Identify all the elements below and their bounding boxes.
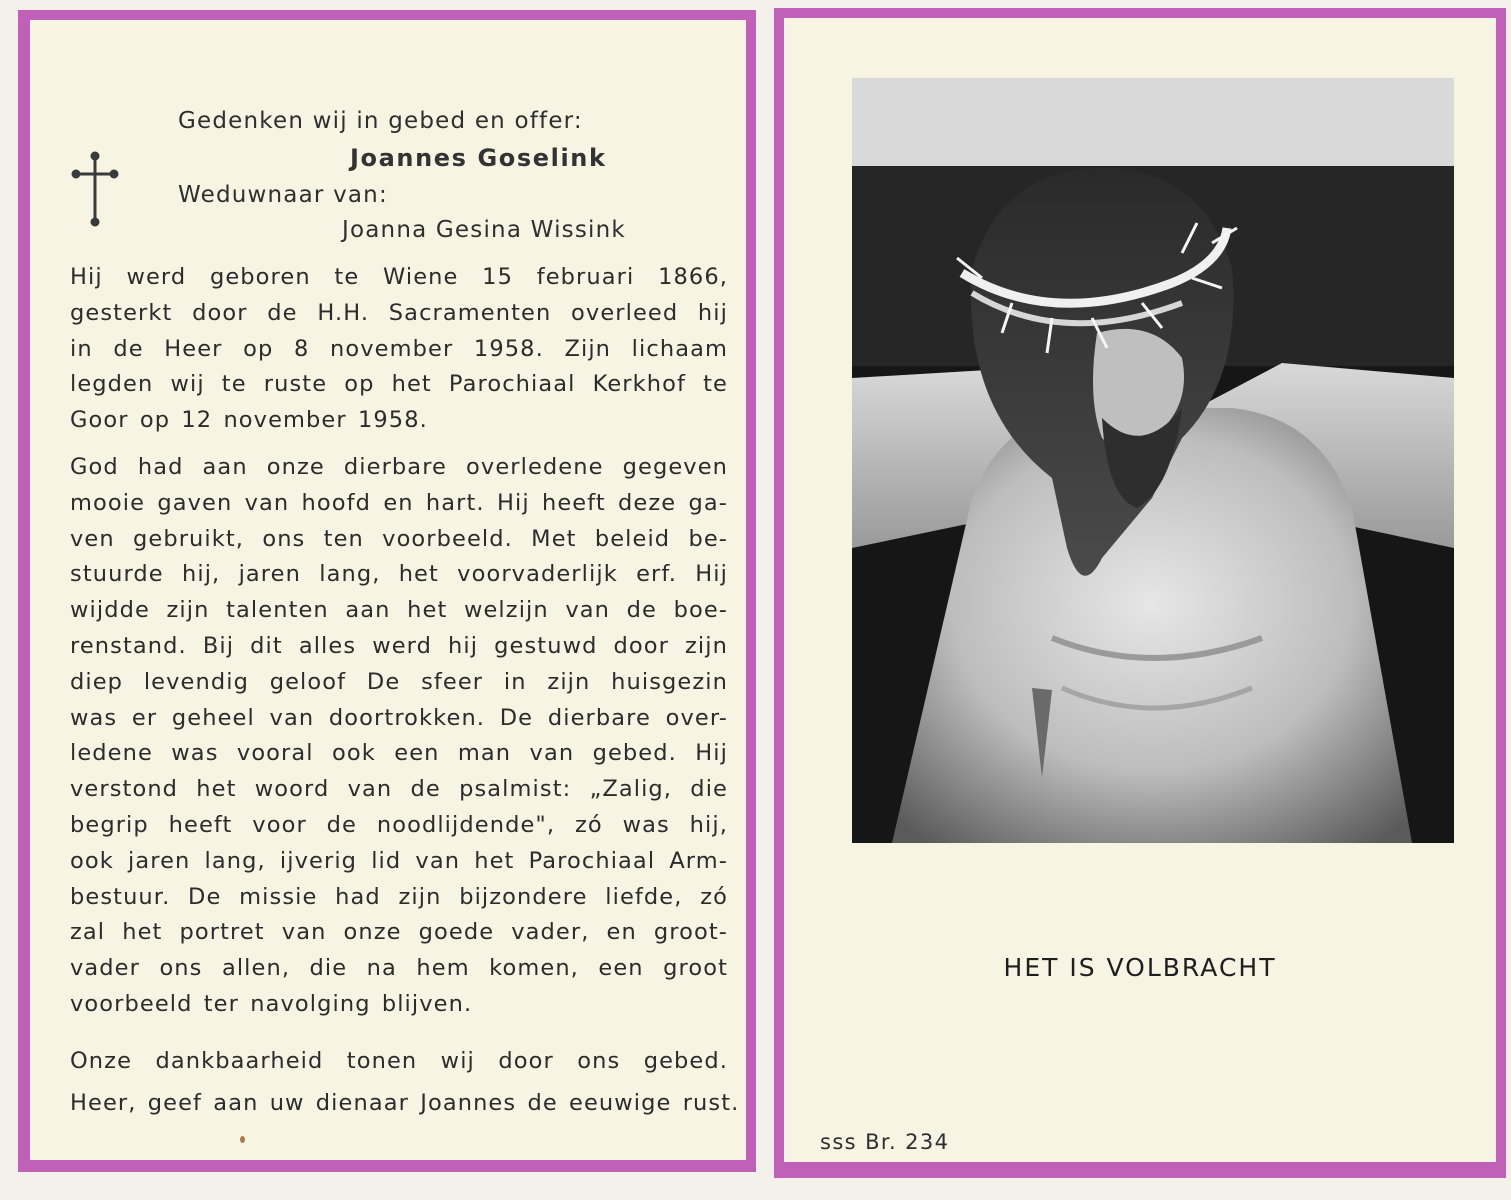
text-line: Onze dankbaarheid tonen wij door ons gebed.	[70, 1048, 728, 1074]
text-line: ledene was vooral ook een man van gebed. Hij	[70, 740, 728, 767]
text-line: in de Heer op 8 november 1958. Zijn lichaam	[70, 335, 728, 362]
text-line: mooie gaven van hoofd en hart. Hij heeft deze ga-	[70, 489, 728, 516]
biography-paragraph	[70, 260, 728, 439]
text-line: ook jaren lang, ijverig lid van het Parochiaal Arm-	[70, 847, 728, 874]
tribute-paragraph	[70, 450, 728, 1023]
printer-code: sss Br. 234	[820, 1130, 950, 1154]
text-line: Heer, geef aan uw dienaar Joannes de eeuwige rust.	[70, 1090, 740, 1116]
text-line: diep levendig geloof De sfeer in zijn huisgezin	[70, 668, 728, 695]
crucifixion-photo	[852, 78, 1454, 843]
text-line: was er geheel van doortrokken. De dierbare over-	[70, 704, 728, 731]
text-line: bestuur. De missie had zijn bijzondere liefde, zó	[70, 883, 728, 910]
text-line: ven gebruikt, ons ten voorbeeld. Met beleid be-	[70, 525, 728, 552]
text-line: God had aan onze dierbare overledene gegeven	[70, 454, 728, 480]
text-line: gesterkt door de H.H. Sacramenten overleed hij	[70, 299, 728, 326]
text-line: begrip heeft voor de noodlijdende", zó was hij,	[70, 811, 728, 838]
text-line: vader ons allen, die na hem komen, een groot	[70, 955, 728, 982]
text-line: stuurde hij, jaren lang, het voorvaderlijk erf. Hij	[70, 561, 728, 588]
text-line: verstond het woord van de psalmist: „Zalig, die	[70, 776, 728, 803]
devotional-image-card	[774, 8, 1506, 1178]
text-line: legden wij te ruste op het Parochiaal Kerkhof te	[70, 371, 728, 398]
deceased-name: Joannes Goselink	[350, 144, 607, 172]
text-line: renstand. Bij dit alles werd hij gestuwd door zijn	[70, 632, 728, 659]
text-line: zal het portret van onze goede vader, en groot-	[70, 919, 728, 946]
text-line: voorbeeld ter navolging blijven.	[70, 990, 473, 1017]
text-line: wijdde zijn talenten aan het welzijn van de boe-	[70, 597, 728, 624]
memorial-text-card	[18, 10, 756, 1172]
text-line: Goor op 12 november 1958.	[70, 407, 428, 434]
caption: HET IS VOLBRACHT	[1003, 953, 1277, 982]
intro-line: Gedenken wij in gebed en offer:	[178, 108, 583, 134]
text-line: Hij werd geboren te Wiene 15 februari 1866,	[70, 264, 728, 290]
cross-icon	[70, 148, 120, 228]
prayer-paragraph	[70, 1040, 740, 1124]
spouse-name: Joanna Gesina Wissink	[342, 217, 626, 243]
widower-label: Weduwnaar van:	[178, 182, 388, 208]
paper-speck	[240, 1136, 245, 1143]
